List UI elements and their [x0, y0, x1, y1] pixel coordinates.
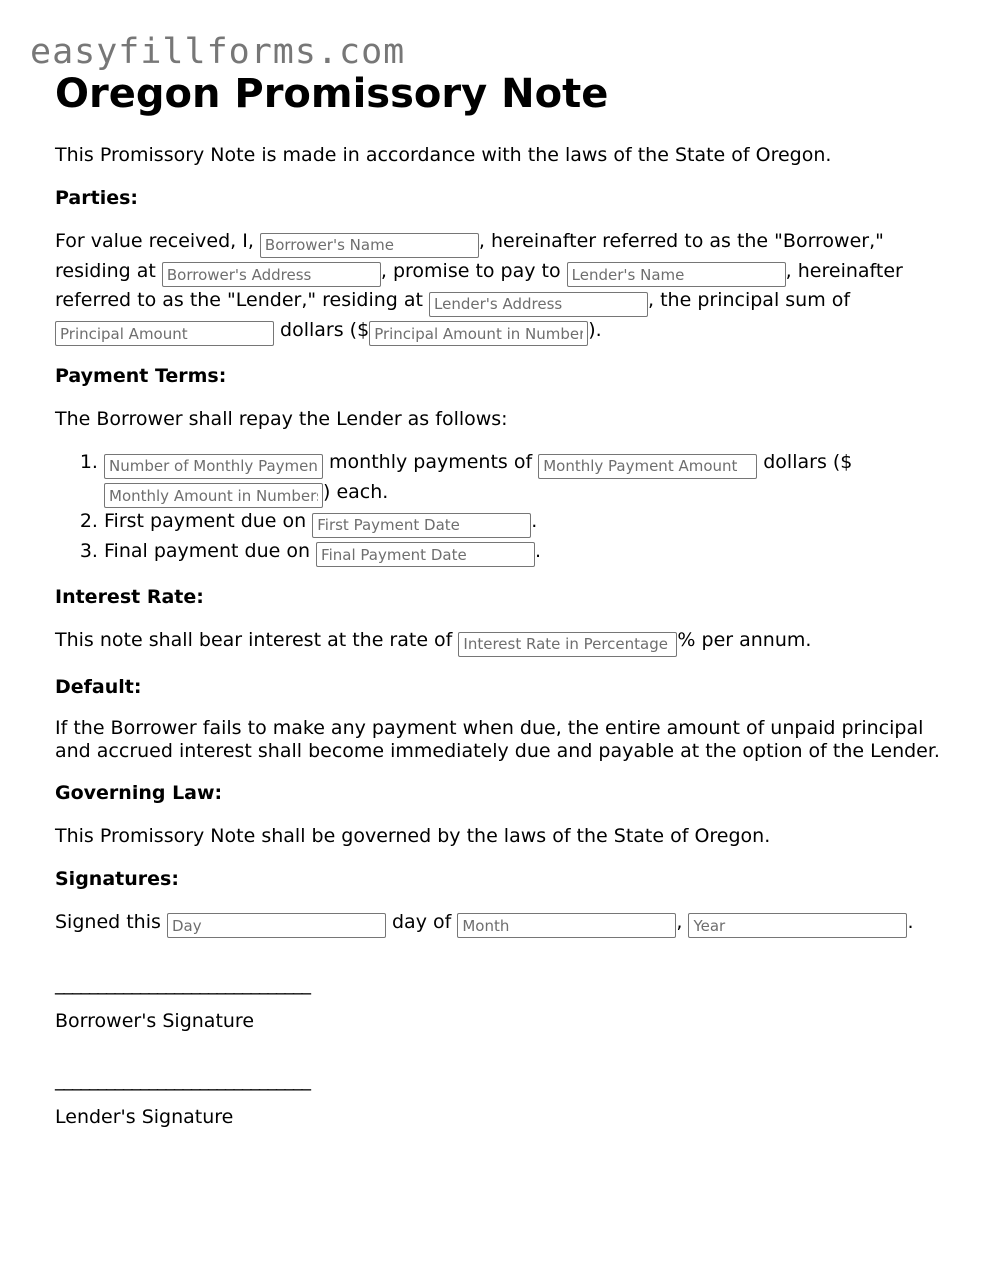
signatures-heading: Signatures: [55, 867, 179, 890]
principal-amount-numbers-input[interactable] [369, 321, 588, 346]
signed-date-paragraph [55, 909, 945, 939]
final-payment-date-input[interactable] [316, 542, 535, 567]
parties-heading: Parties: [55, 187, 138, 209]
borrower-signature-line: ______________________________ [55, 973, 310, 995]
payment-term-text: monthly payments of [323, 451, 539, 473]
signed-text: . [907, 910, 914, 933]
payment-terms-heading: Payment Terms: [55, 365, 227, 387]
lender-name-input[interactable] [567, 262, 786, 287]
borrower-address-input[interactable] [162, 262, 381, 287]
watermark: easyfillforms.com [30, 32, 406, 72]
interest-text: % per annum. [677, 629, 812, 651]
payment-term-item [104, 538, 945, 568]
parties-text: For value received, I, [55, 230, 260, 252]
year-input[interactable] [688, 913, 907, 938]
payment-terms-intro: The Borrower shall repay the Lender as follows: [55, 408, 508, 430]
payment-terms-list [55, 449, 945, 567]
interest-rate-paragraph [55, 627, 945, 657]
document-title: Oregon Promissory Note [55, 71, 609, 117]
borrower-signature-label: Borrower's Signature [55, 1010, 255, 1032]
parties-text: dollars ($ [274, 318, 370, 341]
parties-text: , promise to pay to [380, 259, 567, 282]
payment-term-text: First payment due on [104, 510, 313, 532]
payment-term-text: . [531, 510, 538, 532]
signed-text: day of [385, 910, 458, 933]
signed-text: Signed this [55, 910, 167, 933]
parties-text: , hereinafter referred to as the "Borrower," residing at [55, 230, 884, 282]
interest-rate-input[interactable] [458, 632, 677, 657]
payment-term-item [104, 449, 945, 508]
month-input[interactable] [457, 913, 676, 938]
payment-term-item [104, 508, 945, 538]
parties-paragraph [55, 228, 945, 346]
default-heading: Default: [55, 675, 142, 698]
interest-text: This note shall bear interest at the rate of [55, 629, 459, 651]
signed-text: , [676, 910, 689, 933]
day-input[interactable] [167, 913, 386, 938]
governing-law-paragraph: This Promissory Note shall be governed by the laws of the State of Oregon. [55, 824, 771, 847]
default-paragraph: If the Borrower fails to make any payment when due, the entire amount of unpaid principal and accrued interest shall become immediately due and payable at the option of the Lender. [55, 716, 940, 762]
intro-paragraph: This Promissory Note is made in accordance with the laws of the State of Oregon. [55, 144, 832, 166]
payment-term-text: ) each. [323, 480, 389, 503]
lender-signature-line: ______________________________ [55, 1069, 310, 1091]
monthly-payment-amount-input[interactable] [538, 454, 757, 479]
lender-address-input[interactable] [429, 292, 648, 317]
first-payment-date-input[interactable] [312, 513, 531, 538]
payment-term-text: . [535, 539, 542, 562]
monthly-amount-numbers-input[interactable] [104, 483, 323, 508]
payment-term-text: dollars ($ [757, 451, 853, 473]
parties-text: ). [588, 318, 602, 341]
number-of-payments-input[interactable] [104, 454, 323, 479]
governing-law-heading: Governing Law: [55, 781, 223, 804]
parties-text: , hereinafter referred to as the "Lender," residing at [55, 259, 903, 311]
lender-signature-label: Lender's Signature [55, 1106, 234, 1128]
principal-amount-input[interactable] [55, 321, 274, 346]
payment-term-text: Final payment due on [104, 539, 317, 562]
promissory-note-document [55, 68, 945, 1130]
interest-rate-heading: Interest Rate: [55, 586, 204, 608]
borrower-name-input[interactable] [260, 233, 479, 258]
parties-text: , the principal sum of [648, 289, 851, 311]
